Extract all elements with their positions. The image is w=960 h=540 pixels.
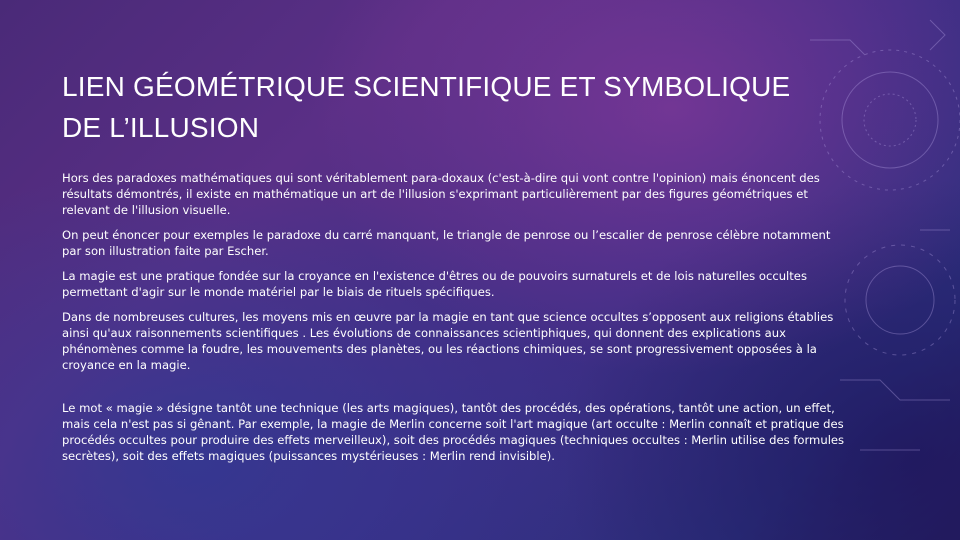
title-line-1: LIEN GÉOMÉTRIQUE SCIENTIFIQUE ET SYMBOLIQUE [62,71,791,102]
paragraph-magic-definition: La magie est une pratique fondée sur la croyance en l'existence d'êtres ou de pouvoirs surnaturels et de lois naturelles occultes permettant d'agir sur le monde matériel par le biais de rituels spécifiques. [62,269,807,299]
body-text [62,170,847,473]
paragraph-word-magie: Le mot « magie » désigne tantôt une technique (les arts magiques), tantôt des procédés, des opérations, tantôt une action, un effet, mais cela n'est pas si gênant. Par exemple, la magie de Merlin concerne soit l'art magique (art occulte : Merlin connaît et pratique des procédés occultes pour produire des effets merveilleux), soit des procédés magiques (techniques occultes : Merlin utilise des formules secrètes), soit des effets magiques (puissances mystérieuses : Merlin rend invisible). [62,401,845,463]
paragraph-paradoxes: Hors des paradoxes mathématiques qui sont véritablement para-doxaux (c'est-à-dire qui vont contre l'opinion) mais énoncent des résultats démontrés, il existe en mathématique un art de l'illusion s'exprimant particulièrement par des figures géométriques et relevant de l'illusion visuelle. [62,171,820,217]
paragraph-examples: On peut énoncer pour exemples le paradoxe du carré manquant, le triangle de penrose ou l’escalier de penrose célèbre notamment par son illustration faite par Escher. [62,228,831,258]
title-line-2: DE L’ILLUSION [62,112,260,143]
paragraph-cultures: Dans de nombreuses cultures, les moyens mis en œuvre par la magie en tant que science occultes s’opposent aux religions établies ainsi qu'aux raisonnements scientifiques . Les évolutions de connaissances scientiphiques, qui donnent des explications aux phénomènes comme la foudre, les mouvements des planètes, ou les réactions chimiques, se sont progressivement opposées à la croyance en la magie. [62,310,834,372]
slide-title [62,66,842,148]
